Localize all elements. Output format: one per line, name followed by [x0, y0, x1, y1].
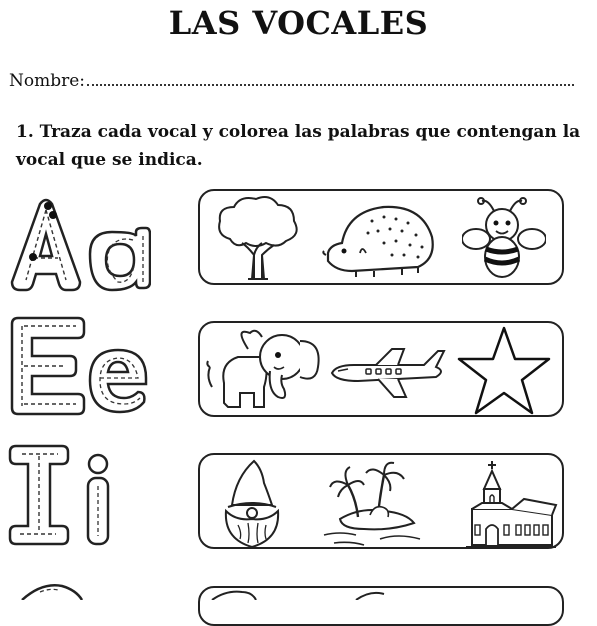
instruction-text: 1. Traza cada vocal y colorea las palabras que contengan la vocal que se indica. — [16, 122, 581, 170]
page-title: LAS VOCALES — [168, 4, 429, 42]
tracing-letter-i[interactable] — [6, 442, 116, 548]
picture-box-o — [198, 586, 564, 626]
tree-icon[interactable] — [212, 195, 304, 281]
picture-box-e — [198, 321, 564, 417]
hedgehog-icon[interactable] — [322, 201, 436, 279]
bee-icon[interactable] — [462, 195, 546, 281]
name-dotted-line[interactable] — [87, 70, 574, 86]
name-label: Nombre: — [9, 71, 86, 91]
tracing-letter-e[interactable] — [6, 316, 151, 416]
star-icon[interactable] — [456, 325, 552, 417]
name-field[interactable] — [9, 70, 574, 91]
airplane-icon[interactable] — [328, 345, 448, 405]
church-icon[interactable] — [462, 459, 558, 551]
island-icon[interactable] — [320, 459, 430, 549]
tracing-letter-o[interactable] — [6, 580, 116, 600]
tracing-letter-a[interactable] — [6, 196, 151, 294]
picture-box-i — [198, 453, 564, 549]
elephant-icon[interactable] — [204, 327, 322, 415]
picture-box-a — [198, 189, 564, 285]
partial-icon[interactable] — [206, 588, 406, 600]
gnome-icon[interactable] — [218, 459, 284, 549]
